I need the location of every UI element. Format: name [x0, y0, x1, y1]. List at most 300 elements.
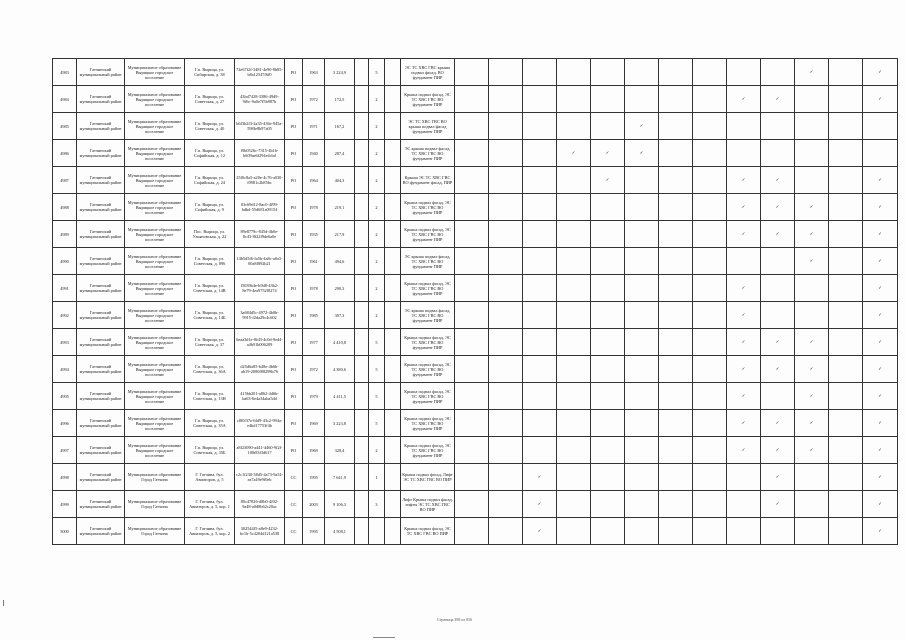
checkmark-icon: ✓: [795, 248, 829, 275]
area-cell: 404,3: [325, 167, 355, 194]
works-list-cell: ЭС ТС ХВС ГВС ВО крыша подвал фасад фундамент ПИР: [401, 113, 455, 140]
empty-check-cell: [591, 383, 625, 410]
fias-code-cell: 43bd7428-3386-49d9-9f6c-9a0e7f5b987b: [235, 86, 285, 113]
works-list-cell: Крыша подвал фасад, ЭС ТС ХВС ГВС ВО фундамент ПИР: [401, 383, 455, 410]
empty-check-cell: [659, 410, 693, 437]
floors-cell: 2: [369, 86, 385, 113]
settlement-cell: Муниципальное образование Вырицкое городское поселение: [125, 167, 185, 194]
empty-check-cell: [523, 248, 557, 275]
district-cell: Гатчинский муниципальный район: [77, 329, 125, 356]
row-number: 4993: [53, 329, 77, 356]
empty-check-cell: [693, 167, 727, 194]
year-cell: 1969: [303, 437, 325, 464]
table-row: [53, 248, 898, 275]
checkmark-icon: ✓: [863, 167, 898, 194]
empty-check-cell: [489, 437, 523, 464]
empty-check-cell: [591, 302, 625, 329]
row-number: 4999: [53, 491, 77, 518]
checkmark-icon: ✓: [795, 59, 829, 86]
empty-check-cell: [693, 410, 727, 437]
district-cell: Гатчинский муниципальный район: [77, 437, 125, 464]
empty-check-cell: [489, 518, 523, 545]
empty-check-cell: [591, 410, 625, 437]
empty-cell: [385, 194, 401, 221]
empty-check-cell: [727, 140, 761, 167]
checkmark-icon: ✓: [795, 383, 829, 410]
fias-code-cell: cf80f37e-6fd9-43c2-994a-e4bd17753f4b: [235, 410, 285, 437]
fund-form-cell: РО: [285, 302, 303, 329]
table-row: [53, 410, 898, 437]
checkmark-icon: ✓: [557, 140, 591, 167]
table-row: [53, 59, 898, 86]
address-cell: Г. Гатчина, бул. Авиаторов, д. 5, кор. 1: [185, 491, 235, 518]
checkmark-icon: ✓: [761, 86, 795, 113]
year-cell: 1978: [303, 194, 325, 221]
empty-check-cell: [659, 302, 693, 329]
empty-check-cell: [523, 59, 557, 86]
empty-check-cell: [863, 140, 898, 167]
checkmark-icon: ✓: [863, 275, 898, 302]
floors-cell: 2: [369, 167, 385, 194]
district-cell: Гатчинский муниципальный район: [77, 491, 125, 518]
area-cell: 3 224,9: [325, 59, 355, 86]
empty-check-cell: [659, 167, 693, 194]
fund-form-cell: РО: [285, 113, 303, 140]
empty-cell: [385, 167, 401, 194]
empty-cell: [355, 221, 369, 248]
empty-check-cell: [693, 275, 727, 302]
empty-check-cell: [557, 221, 591, 248]
checkmark-icon: ✓: [863, 518, 898, 545]
row-number: 4986: [53, 140, 77, 167]
settlement-cell: Муниципальное образование Вырицкое городское поселение: [125, 140, 185, 167]
district-cell: Гатчинский муниципальный район: [77, 59, 125, 86]
empty-check-cell: [455, 437, 489, 464]
works-list-cell: ЭС крыша подвал фасад, ТС ХВС ГВС ВО фундамент ПИР: [401, 248, 455, 275]
checkmark-icon: ✓: [727, 410, 761, 437]
fias-code-cell: 03c69d12-8ac0-4f99-bdbd-55d681a09154: [235, 194, 285, 221]
empty-check-cell: [557, 329, 591, 356]
fund-form-cell: РО: [285, 167, 303, 194]
empty-check-cell: [659, 329, 693, 356]
fias-code-cell: c2c1f230-38d5-4a73-9a54-ea7a49e9f0eb: [235, 464, 285, 491]
empty-check-cell: [625, 329, 659, 356]
checkmark-icon: ✓: [591, 140, 625, 167]
empty-check-cell: [489, 383, 523, 410]
row-number: 4989: [53, 221, 77, 248]
empty-check-cell: [829, 518, 863, 545]
empty-cell: [355, 356, 369, 383]
empty-check-cell: [489, 86, 523, 113]
floors-cell: 3: [369, 491, 385, 518]
address-cell: Г.п. Вырица, ул. Советская, д. 35А: [185, 410, 235, 437]
empty-cell: [385, 302, 401, 329]
fund-form-cell: РО: [285, 86, 303, 113]
checkmark-icon: ✓: [761, 464, 795, 491]
floors-cell: 2: [369, 194, 385, 221]
empty-check-cell: [761, 59, 795, 86]
empty-check-cell: [625, 194, 659, 221]
year-cell: 1978: [303, 275, 325, 302]
district-cell: Гатчинский муниципальный район: [77, 248, 125, 275]
district-cell: Гатчинский муниципальный район: [77, 86, 125, 113]
empty-check-cell: [829, 140, 863, 167]
settlement-cell: Муниципальное образование Вырицкое городское поселение: [125, 383, 185, 410]
housing-register-table: [52, 58, 898, 545]
fias-code-cell: f5039b4e-b9d8-43b2-8e79-4ea9752f8274: [235, 275, 285, 302]
empty-check-cell: [489, 248, 523, 275]
empty-check-cell: [625, 410, 659, 437]
settlement-cell: Муниципальное образование Город Гатчина: [125, 518, 185, 545]
empty-check-cell: [489, 113, 523, 140]
empty-check-cell: [659, 59, 693, 86]
address-cell: Г.п. Вырица, ул. Советская, д. 27: [185, 86, 235, 113]
floors-cell: 5: [369, 383, 385, 410]
empty-check-cell: [761, 275, 795, 302]
district-cell: Гатчинский муниципальный район: [77, 518, 125, 545]
empty-check-cell: [829, 437, 863, 464]
empty-cell: [385, 221, 401, 248]
row-number: 4994: [53, 356, 77, 383]
empty-check-cell: [625, 491, 659, 518]
table-row: [53, 302, 898, 329]
checkmark-icon: ✓: [625, 113, 659, 140]
year-cell: 1935: [303, 221, 325, 248]
works-list-cell: Крыша подвал фасад, Лифт ЭС ТС ХВС ГВС ВО ПИР: [401, 464, 455, 491]
floors-cell: 2: [369, 302, 385, 329]
empty-check-cell: [557, 437, 591, 464]
empty-check-cell: [659, 248, 693, 275]
empty-check-cell: [693, 59, 727, 86]
area-cell: 4 508,1: [325, 518, 355, 545]
row-number: 4997: [53, 437, 77, 464]
area-cell: 494,6: [325, 248, 355, 275]
works-list-cell: ЭС крыша подвал фасад, ТС ХВС ГВС ВО фундамент ПИР: [401, 140, 455, 167]
empty-check-cell: [693, 491, 727, 518]
fias-code-cell: d25d6a85-b48e-4b6b-ab19-2080f88298b76: [235, 356, 285, 383]
empty-cell: [355, 59, 369, 86]
area-cell: 219,1: [325, 194, 355, 221]
empty-cell: [355, 275, 369, 302]
empty-check-cell: [829, 275, 863, 302]
table-row: [53, 383, 898, 410]
empty-check-cell: [761, 140, 795, 167]
checkmark-icon: ✓: [863, 221, 898, 248]
area-cell: 217,9: [325, 221, 355, 248]
empty-check-cell: [693, 383, 727, 410]
address-cell: Г.п. Вырица, ул. Советская, д. 36А: [185, 356, 235, 383]
empty-check-cell: [523, 275, 557, 302]
empty-check-cell: [455, 383, 489, 410]
fund-form-cell: СС: [285, 518, 303, 545]
empty-check-cell: [795, 167, 829, 194]
empty-check-cell: [591, 356, 625, 383]
checkmark-icon: ✓: [727, 86, 761, 113]
empty-check-cell: [659, 275, 693, 302]
table-row: [53, 86, 898, 113]
checkmark-icon: ✓: [795, 437, 829, 464]
settlement-cell: Муниципальное образование Вырицкое городское поселение: [125, 59, 185, 86]
empty-check-cell: [761, 302, 795, 329]
fias-code-cell: f9b0526c-7315-4b1b-b609ae6f294e4cbd: [235, 140, 285, 167]
empty-check-cell: [693, 329, 727, 356]
checkmark-icon: ✓: [523, 491, 557, 518]
works-list-cell: Крыша ЭС ТС ХВС ГВС ВО фундамент фасад, ПИР: [401, 167, 455, 194]
empty-check-cell: [795, 140, 829, 167]
empty-check-cell: [829, 410, 863, 437]
row-number: 4990: [53, 248, 77, 275]
empty-check-cell: [625, 167, 659, 194]
address-cell: Г.п. Вырица, ул. Советская, д. 35Б: [185, 437, 235, 464]
empty-check-cell: [625, 275, 659, 302]
floors-cell: 1: [369, 464, 385, 491]
address-cell: Г. Гатчина, бул. Авиаторов, д. 5: [185, 464, 235, 491]
checkmark-icon: ✓: [795, 194, 829, 221]
checkmark-icon: ✓: [863, 437, 898, 464]
empty-check-cell: [523, 221, 557, 248]
settlement-cell: Муниципальное образование Вырицкое городское поселение: [125, 248, 185, 275]
checkmark-icon: ✓: [795, 329, 829, 356]
works-list-cell: ЭС крыша подвал фасад, ТС ХВС ГВС ВО фундамент ПИР: [401, 302, 455, 329]
table-row: [53, 275, 898, 302]
works-list-cell: Лифт Крыша подвал фасад, лифты ЭС ТС ХВС ГВС ВО ПИР: [401, 491, 455, 518]
fias-code-cell: 415bb201-a862-4d6b-ba63-6e4a34aba5dd: [235, 383, 285, 410]
empty-check-cell: [591, 491, 625, 518]
empty-check-cell: [455, 518, 489, 545]
area-cell: 290,3: [325, 275, 355, 302]
address-cell: Г.п. Вырица, ул. Советская, д. 14В: [185, 275, 235, 302]
empty-cell: [385, 491, 401, 518]
table-row: [53, 194, 898, 221]
area-cell: 4 411,5: [325, 383, 355, 410]
empty-check-cell: [557, 464, 591, 491]
fias-code-cell: 3a684d5c-4972-4b0b-9915-f2da29c4c602: [235, 302, 285, 329]
empty-check-cell: [557, 518, 591, 545]
row-number: 4987: [53, 167, 77, 194]
empty-check-cell: [693, 437, 727, 464]
empty-check-cell: [591, 113, 625, 140]
empty-check-cell: [795, 491, 829, 518]
settlement-cell: Муниципальное образование Вырицкое городское поселение: [125, 410, 185, 437]
fund-form-cell: РО: [285, 437, 303, 464]
checkmark-icon: ✓: [863, 194, 898, 221]
fias-code-cell: b6f3b2f3-2a35-436e-945a-598fe8b97a05: [235, 113, 285, 140]
empty-cell: [385, 464, 401, 491]
fias-code-cell: a8f23090-a441-4460-9f2f-1f0b83f3d617: [235, 437, 285, 464]
works-list-cell: Крыша подвал фасад, ЭС ТС ХВС ГВС ВО фундамент ПИР: [401, 275, 455, 302]
empty-cell: [355, 113, 369, 140]
empty-check-cell: [659, 194, 693, 221]
empty-check-cell: [489, 140, 523, 167]
scan-artifact-line: [373, 637, 395, 638]
empty-cell: [385, 140, 401, 167]
empty-check-cell: [625, 86, 659, 113]
area-cell: 172,5: [325, 86, 355, 113]
address-cell: Г.п. Вырица, ул. Советская, д. 14Б: [185, 302, 235, 329]
empty-check-cell: [455, 194, 489, 221]
floors-cell: 5: [369, 356, 385, 383]
empty-check-cell: [455, 410, 489, 437]
settlement-cell: Муниципальное образование Вырицкое городское поселение: [125, 329, 185, 356]
checkmark-icon: ✓: [795, 221, 829, 248]
year-cell: 1979: [303, 383, 325, 410]
empty-check-cell: [557, 248, 591, 275]
area-cell: 7 641,9: [325, 464, 355, 491]
address-cell: Г. Гатчина, бул. Авиаторов, д. 5, кор. 2: [185, 518, 235, 545]
checkmark-icon: ✓: [761, 221, 795, 248]
checkmark-icon: ✓: [523, 518, 557, 545]
address-cell: Г.п. Вырица, ул. Софийская, д. 9: [185, 194, 235, 221]
empty-check-cell: [693, 194, 727, 221]
fias-code-cell: 25f0c8a5-a20e-4c76-a030-f0981c2b85bc: [235, 167, 285, 194]
row-number: 4988: [53, 194, 77, 221]
empty-check-cell: [455, 356, 489, 383]
empty-check-cell: [489, 302, 523, 329]
empty-check-cell: [557, 383, 591, 410]
checkmark-icon: ✓: [761, 437, 795, 464]
empty-check-cell: [727, 518, 761, 545]
settlement-cell: Муниципальное образование Вырицкое городское поселение: [125, 437, 185, 464]
empty-check-cell: [795, 86, 829, 113]
row-number: 4992: [53, 302, 77, 329]
empty-cell: [355, 437, 369, 464]
settlement-cell: Муниципальное образование Вырицкое городское поселение: [125, 194, 185, 221]
checkmark-icon: ✓: [727, 194, 761, 221]
empty-check-cell: [489, 221, 523, 248]
empty-check-cell: [795, 113, 829, 140]
empty-check-cell: [625, 221, 659, 248]
floors-cell: 2: [369, 113, 385, 140]
empty-check-cell: [829, 248, 863, 275]
area-cell: 3 223,8: [325, 410, 355, 437]
empty-check-cell: [761, 248, 795, 275]
district-cell: Гатчинский муниципальный район: [77, 140, 125, 167]
year-cell: 1977: [303, 329, 325, 356]
empty-check-cell: [591, 221, 625, 248]
fund-form-cell: РО: [285, 194, 303, 221]
empty-check-cell: [727, 248, 761, 275]
empty-check-cell: [829, 59, 863, 86]
empty-check-cell: [659, 140, 693, 167]
empty-cell: [355, 248, 369, 275]
empty-check-cell: [523, 302, 557, 329]
empty-check-cell: [829, 329, 863, 356]
empty-check-cell: [455, 275, 489, 302]
empty-check-cell: [523, 329, 557, 356]
empty-cell: [385, 437, 401, 464]
empty-check-cell: [659, 491, 693, 518]
empty-check-cell: [455, 464, 489, 491]
fias-code-cell: 72e67f2f-3481-4e90-8b85-b8a12547f6f0: [235, 59, 285, 86]
row-number: 4996: [53, 410, 77, 437]
year-cell: 1985: [303, 302, 325, 329]
empty-check-cell: [455, 140, 489, 167]
empty-check-cell: [455, 329, 489, 356]
checkmark-icon: ✓: [727, 302, 761, 329]
fias-code-cell: 89e8779c-845d-4b0e-8c43-8f22f9de6a0e: [235, 221, 285, 248]
empty-check-cell: [523, 167, 557, 194]
table-row: [53, 518, 898, 545]
address-cell: Г.п. Вырица, ул. Софийская, д. 24: [185, 167, 235, 194]
checkmark-icon: ✓: [727, 329, 761, 356]
address-cell: Г.п. Вырица, ул. Сибирская, д. 38: [185, 59, 235, 86]
works-list-cell: Крыша подвал фасад, ЭС ТС ХВС ГВС ВО фундамент ПИР: [401, 86, 455, 113]
row-number: 4991: [53, 275, 77, 302]
row-number: 4985: [53, 113, 77, 140]
fund-form-cell: РО: [285, 275, 303, 302]
table-row: [53, 167, 898, 194]
empty-check-cell: [455, 248, 489, 275]
empty-check-cell: [489, 275, 523, 302]
checkmark-icon: ✓: [863, 302, 898, 329]
fund-form-cell: СС: [285, 464, 303, 491]
row-number: 4995: [53, 383, 77, 410]
empty-check-cell: [863, 113, 898, 140]
empty-check-cell: [523, 194, 557, 221]
address-cell: Пос. Вырица, ул. Ульяновская, д. 22: [185, 221, 235, 248]
table-row: [53, 356, 898, 383]
empty-check-cell: [591, 59, 625, 86]
empty-cell: [385, 356, 401, 383]
empty-check-cell: [489, 329, 523, 356]
floors-cell: 2: [369, 140, 385, 167]
empty-cell: [385, 410, 401, 437]
district-cell: Гатчинский муниципальный район: [77, 464, 125, 491]
empty-check-cell: [557, 194, 591, 221]
checkmark-icon: ✓: [863, 383, 898, 410]
checkmark-icon: ✓: [761, 167, 795, 194]
empty-cell: [385, 518, 401, 545]
empty-check-cell: [591, 464, 625, 491]
address-cell: Г.п. Вырица, ул. Советская, д. 13Н: [185, 383, 235, 410]
settlement-cell: Муниципальное образование Вырицкое городское поселение: [125, 221, 185, 248]
empty-check-cell: [557, 167, 591, 194]
address-cell: Г.п. Вырица, ул. Советская, д. 40: [185, 113, 235, 140]
empty-check-cell: [693, 302, 727, 329]
floors-cell: 2: [369, 275, 385, 302]
settlement-cell: Муниципальное образование Вырицкое городское поселение: [125, 113, 185, 140]
empty-check-cell: [829, 464, 863, 491]
row-number: 4984: [53, 86, 77, 113]
empty-check-cell: [455, 221, 489, 248]
floors-cell: 2: [369, 437, 385, 464]
area-cell: 4 410,8: [325, 329, 355, 356]
empty-check-cell: [693, 113, 727, 140]
works-list-cell: Крыша подвал фасад, ЭС ТС ХВС ГВС ВО ПИР: [401, 518, 455, 545]
year-cell: 1961: [303, 248, 325, 275]
empty-check-cell: [829, 194, 863, 221]
empty-check-cell: [489, 59, 523, 86]
year-cell: 2003: [303, 491, 325, 518]
checkmark-icon: ✓: [727, 437, 761, 464]
settlement-cell: Муниципальное образование Вырицкое городское поселение: [125, 275, 185, 302]
empty-check-cell: [829, 113, 863, 140]
works-list-cell: Крыша подвал фасад, ЭС ТС ХВС ГВС ВО фундамент ПИР: [401, 194, 455, 221]
works-list-cell: ЭС ТС ХВС ГВС крыша подвал фасад, ВО фундамент ПИР: [401, 59, 455, 86]
empty-check-cell: [727, 464, 761, 491]
empty-check-cell: [489, 410, 523, 437]
settlement-cell: Муниципальное образование Вырицкое городское поселение: [125, 356, 185, 383]
empty-check-cell: [523, 410, 557, 437]
empty-check-cell: [693, 248, 727, 275]
empty-check-cell: [659, 464, 693, 491]
empty-check-cell: [557, 86, 591, 113]
fund-form-cell: РО: [285, 383, 303, 410]
district-cell: Гатчинский муниципальный район: [77, 410, 125, 437]
fias-code-cell: 6eaa3d1e-8fd3-4c0d-9ed4-a4b91b006209: [235, 329, 285, 356]
empty-check-cell: [693, 464, 727, 491]
checkmark-icon: ✓: [863, 59, 898, 86]
